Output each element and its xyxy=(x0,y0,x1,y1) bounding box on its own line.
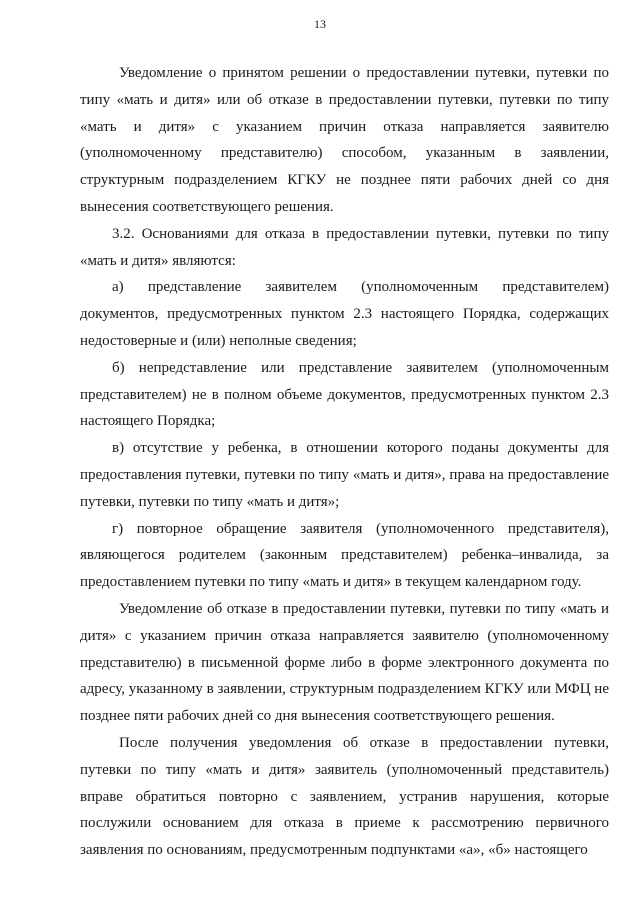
paragraph-notification-decision: Уведомление о принятом решении о предоставлении путевки, путевки по типу «мать и дитя» или об отказе в предоставлении путевки, путевки по типу «мать и дитя» с указанием причин отказа направляется заявителю (уполномоченному представителю) способом, указанным в заявлении, структурным подразделением КГКУ не позднее пяти рабочих дней со дня вынесения соответствующего решения. xyxy=(80,65,609,215)
paragraph-ground-c: в) отсутствие у ребенка, в отношении которого поданы документы для предоставления путевки, путевки по типу «мать и дитя», права на предоставление путевки, путевки по типу «мать и дитя»; xyxy=(80,440,609,510)
document-body xyxy=(80,60,609,864)
page-number: 13 xyxy=(314,17,326,31)
paragraph-grounds-for-refusal: 3.2. Основаниями для отказа в предоставлении путевки, путевки по типу «мать и дитя» являются: xyxy=(80,225,609,269)
paragraph-ground-d: г) повторное обращение заявителя (уполномоченного представителя), являющегося родителем (законным представителем) ребенка–инвалида, за предоставлением путевки по типу «мать и дитя» в текущем календарном году. xyxy=(80,520,609,591)
paragraph-ground-a: а) представление заявителем (уполномоченным представителем) документов, предусмотренных пунктом 2.3 настоящего Порядка, содержащих недостоверные и (или) неполные сведения; xyxy=(80,279,609,349)
paragraph-repeat-application: После получения уведомления об отказе в предоставлении путевки, путевки по типу «мать и дитя» заявитель (уполномоченный представитель) вправе обратиться повторно с заявлением, устранив нарушения, которые послужили основанием для отказа в приеме к рассмотрению первичного заявления по основаниям, предусмотренным подпунктами «а», «б» настоящего xyxy=(80,734,609,859)
paragraph-refusal-notification: Уведомление об отказе в предоставлении путевки, путевки по типу «мать и дитя» с указанием причин отказа направляется заявителю (уполномоченному представителю) в письменной форме либо в форме электронного документа по адресу, указанному в заявлении, структурным подразделением КГКУ или МФЦ не позднее пяти рабочих дней со дня вынесения соответствующего решения. xyxy=(80,600,609,725)
paragraph-ground-b: б) непредставление или представление заявителем (уполномоченным представителем) не в полном объеме документов, предусмотренных пунктом 2.3 настоящего Порядка; xyxy=(80,359,609,430)
